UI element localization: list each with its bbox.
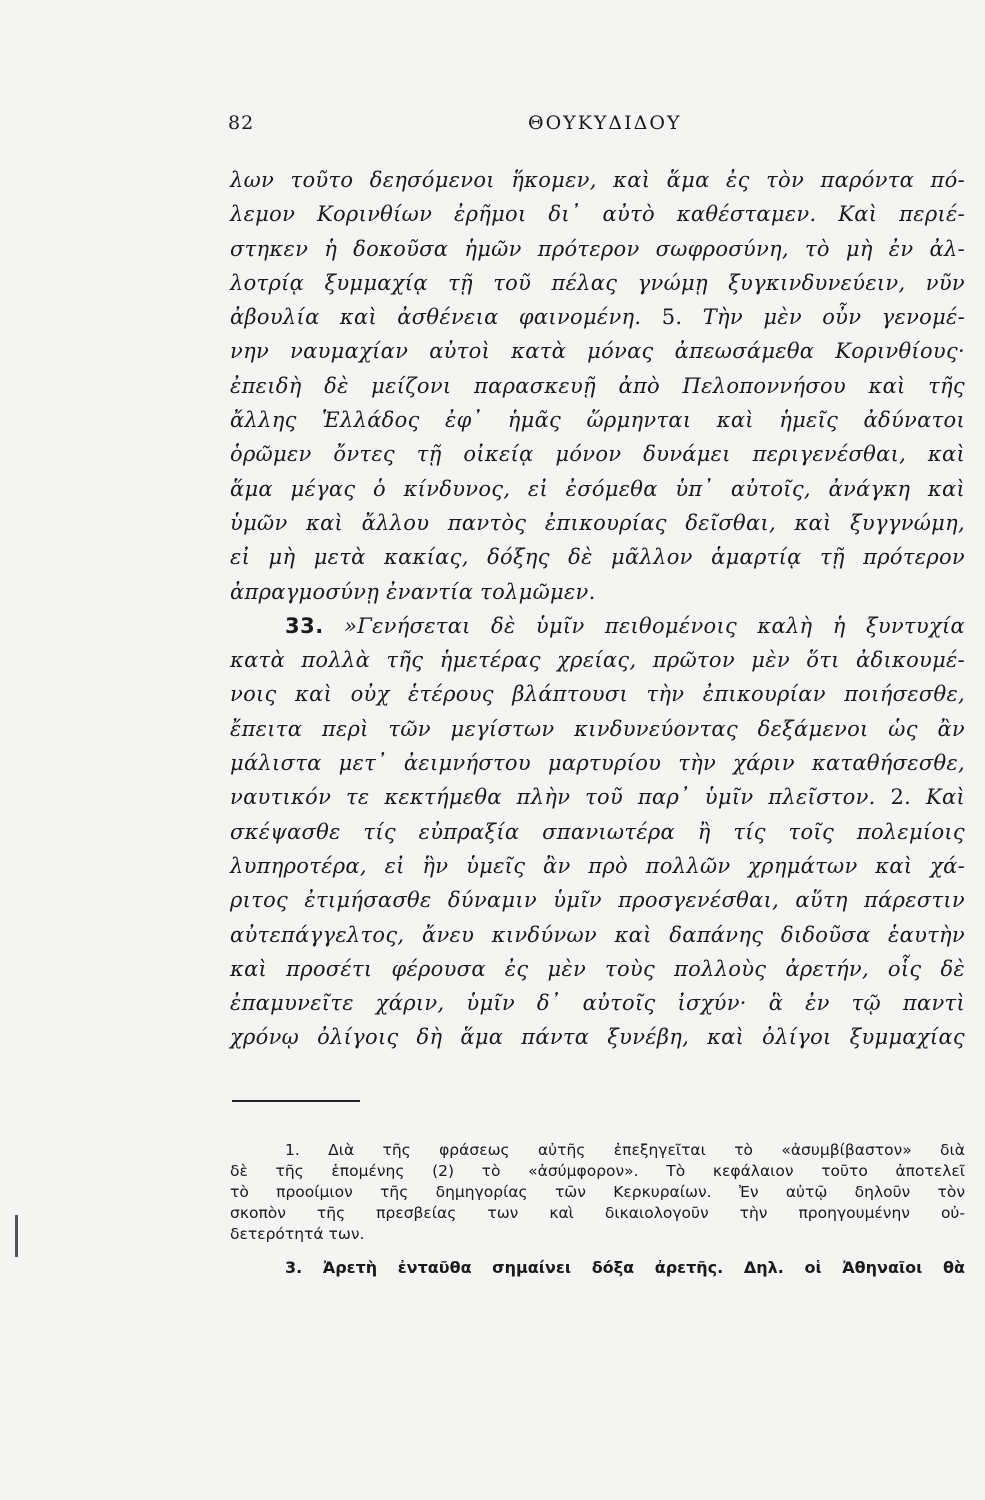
inline-section-number: 5. (661, 305, 683, 330)
text-line (230, 609, 965, 643)
footnote-1 (230, 1140, 965, 1245)
text-line: ριτος ἐτιμήσασθε δύναμιν ὑμῖν προσγενέσθαι, αὕτη πάρεστιν (230, 888, 965, 913)
text-line: χρόνῳ ὀλίγοις δὴ ἅμα πάντα ξυνέβη, καὶ ὀλίγοι ξυμμαχίας (230, 1025, 965, 1050)
text-line: εἰ μὴ μετὰ κακίας, δόξης δὲ μᾶλλον ἁμαρτίᾳ τῇ πρότερον (230, 545, 965, 570)
text-line (230, 300, 965, 334)
page-header (228, 112, 963, 142)
text-line: μάλιστα μετ᾽ ἀειμνήστου μαρτυρίου τὴν χάριν καταθήσεσθε, (230, 751, 965, 776)
text-line: ὑμῶν καὶ ἄλλου παντὸς ἐπικουρίας δεῖσθαι, καὶ ξυγγνώμη, (230, 510, 965, 535)
main-text (230, 163, 965, 1055)
footnote-line: δετερότητά των. (230, 1225, 365, 1243)
inline-section-number: 2. (890, 785, 912, 810)
footnotes (230, 1140, 965, 1290)
footnote-line: 1. Διὰ τῆς φράσεως αὐτῆς ἐπεξηγεῖται τὸ «ἀσυμβίβαστον» διὰ (285, 1141, 965, 1159)
text-segment: Τὴν μὲν οὖν γενομέ- (702, 305, 965, 330)
footnote-line: δὲ τῆς ἑπομένης (2) τὸ «ἀσύμφορον». Τὸ κεφάλαιον τοῦτο ἀποτελεῖ (230, 1162, 965, 1180)
running-title: ΘΟΥΚΥΔΙΔΟΥ (528, 112, 682, 134)
text-line: ἄλλης Ἑλλάδος ἐφ᾽ ἡμᾶς ὥρμηνται καὶ ἡμεῖς ἀδύνατοι (230, 408, 965, 433)
footnote-line: σκοπὸν τῆς πρεσβείας των καὶ δικαιολογοῦν τὴν προηγουμένην οὐ- (230, 1204, 965, 1222)
text-segment: »Γενήσεται δὲ ὑμῖν πειθομένοις καλὴ ἡ ξυντυχία (344, 613, 965, 638)
text-line: αὐτεπάγγελτος, ἄνευ κινδύνων καὶ δαπάνης διδοῦσα ἑαυτὴν (230, 922, 965, 947)
page-number: 82 (228, 112, 255, 134)
text-line: ἐπαμυνεῖτε χάριν, ὑμῖν δ᾽ αὐτοῖς ἰσχύν· ἃ ἐν τῷ παντὶ (230, 991, 965, 1016)
text-line: λεμον Κορινθίων ἐρῆμοι δι᾽ αὐτὸ καθέσταμεν. Καὶ περιέ- (230, 202, 965, 227)
footnote-3 (230, 1257, 965, 1278)
text-segment: ἀβουλία καὶ ἀσθένεια φαινομένη. (230, 305, 642, 330)
text-segment: ναυτικόν τε κεκτήμεθα πλὴν τοῦ παρ᾽ ὑμῖν πλεῖστον. (230, 785, 876, 810)
text-line: σκέψασθε τίς εὐπραξία σπανιωτέρα ἢ τίς τοῖς πολεμίοις (230, 819, 965, 844)
text-segment: Καὶ (925, 785, 965, 810)
footnote-line: 3. Ἀρετὴ ἐνταῦθα σημαίνει δόξα ἀρετῆς. Δηλ. οἱ Ἀθηναῖοι θὰ (285, 1258, 965, 1277)
chapter-number: 33. (285, 613, 324, 638)
footnote-divider (232, 1100, 360, 1102)
text-line: λων τοῦτο δεησόμενοι ἥκομεν, καὶ ἅμα ἐς τὸν παρόντα πό- (230, 168, 965, 192)
footnote-line: τὸ προοίμιον τῆς δημηγορίας τῶν Κερκυραίων. Ἐν αὐτῷ δηλοῦν τὸν (230, 1183, 965, 1201)
text-line: καὶ προσέτι φέρουσα ἐς μὲν τοὺς πολλοὺς ἀρετήν, οἷς δὲ (230, 956, 965, 981)
text-line: ἐπειδὴ δὲ μείζονι παρασκευῇ ἀπὸ Πελοποννήσου καὶ τῆς (230, 373, 965, 398)
text-line: στηκεν ἡ δοκοῦσα ἡμῶν πρότερον σωφροσύνη, τὸ μὴ ἐν ἀλ- (230, 236, 965, 261)
text-line: λοτρίᾳ ξυμμαχίᾳ τῇ τοῦ πέλας γνώμῃ ξυγκινδυνεύειν, νῦν (230, 270, 965, 295)
text-line: ἔπειτα περὶ τῶν μεγίστων κινδυνεύοντας δεξάμενοι ὡς ἂν (230, 716, 965, 741)
text-line: ἅμα μέγας ὁ κίνδυνος, εἰ ἐσόμεθα ὑπ᾽ αὐτοῖς, ἀνάγκη καὶ (230, 476, 965, 501)
text-line: κατὰ πολλὰ τῆς ἡμετέρας χρείας, πρῶτον μὲν ὅτι ἀδικουμέ- (230, 648, 965, 673)
text-line: λυπηροτέρα, εἰ ἣν ὑμεῖς ἂν πρὸ πολλῶν χρημάτων καὶ χά- (230, 853, 965, 878)
text-line: νοις καὶ οὐχ ἑτέρους βλάπτουσι τὴν ἐπικουρίαν ποιήσεσθε, (230, 682, 965, 707)
text-line (230, 780, 965, 814)
text-line: νην ναυμαχίαν αὐτοὶ κατὰ μόνας ἀπεωσάμεθα Κορινθίους· (230, 339, 965, 364)
binding-mark (15, 1215, 18, 1257)
text-line: ὁρῶμεν ὄντες τῇ οἰκείᾳ μόνον δυνάμει περιγενέσθαι, καὶ (230, 442, 965, 467)
text-line: ἀπραγμοσύνῃ ἐναντία τολμῶμεν. (230, 579, 596, 604)
